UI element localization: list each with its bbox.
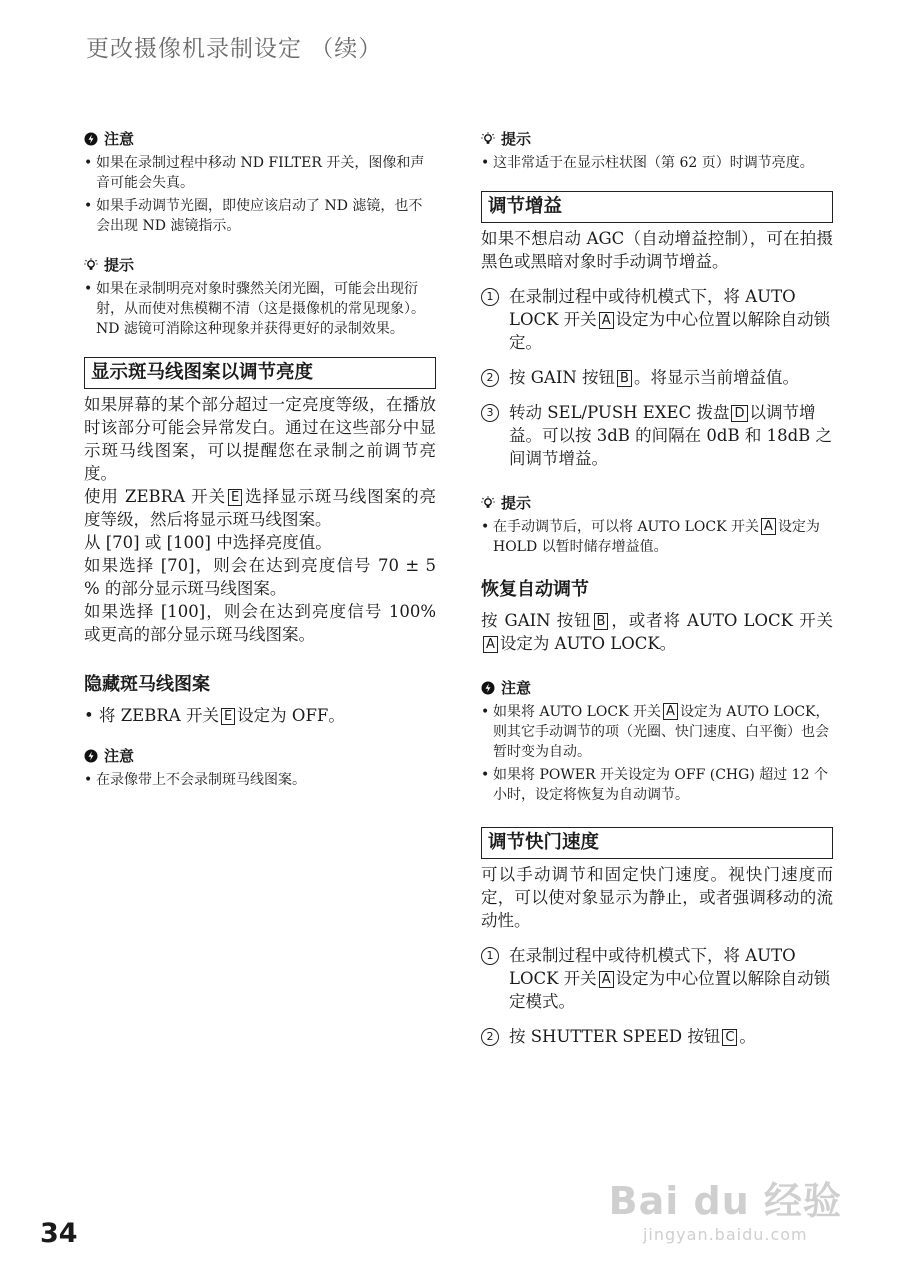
page-number: 34	[40, 1218, 78, 1249]
tip-heading: 提示	[481, 128, 833, 149]
lightbulb-icon	[84, 258, 98, 272]
caution-icon	[84, 749, 98, 763]
zebra-instruction: 使用 ZEBRA 开关 E 选择显示斑马线图案的亮度等级，然后将显示斑马线图案。	[84, 487, 436, 529]
tip-list	[84, 279, 436, 339]
step-item: 3 转动 SEL/PUSH EXEC 拨盘 D 以调节增益。可以按 3dB 的间隔在 0dB 和 18dB 之间调节增益。	[481, 401, 833, 470]
caution-heading: 注意	[84, 128, 436, 149]
step-number: 1	[481, 288, 499, 306]
list-item: • 在录像带上不会录制斑马线图案。	[84, 770, 436, 790]
key-label: A	[599, 312, 614, 329]
caution-list	[481, 702, 833, 805]
key-label: D	[731, 405, 747, 422]
shutter-steps	[481, 944, 833, 1048]
page-header: 更改摄像机录制设定 （续）	[86, 36, 383, 62]
watermark-logo: Bai du 经验	[608, 1179, 842, 1223]
step-number: 2	[481, 1028, 499, 1046]
caution-icon	[481, 681, 495, 695]
list-item: • 如果手动调节光圈，即使应该启动了 ND 滤镜，也不会出现 ND 滤镜指示。	[84, 196, 436, 236]
step-item: 1 在录制过程中或待机模式下，将 AUTO LOCK 开关 A 设定为中心位置以解除自动锁定。	[481, 285, 833, 354]
zebra-intro: 如果屏幕的某个部分超过一定亮度等级，在播放时该部分可能会异常发白。通过在这些部分中显示斑马线图案，可以提醒您在录制之前调节亮度。	[84, 395, 436, 483]
step-number: 3	[481, 404, 499, 422]
lightbulb-icon	[481, 132, 495, 146]
subhead-restore-auto: 恢复自动调节	[481, 579, 589, 600]
section-title-zebra: 显示斑马线图案以调节亮度	[84, 357, 436, 389]
tip-list	[481, 517, 833, 557]
list-item: • 如果将 AUTO LOCK 开关 A 设定为 AUTO LOCK，则其它手动调节的项（光圈、快门速度、白平衡）也会暂时变为自动。	[481, 702, 833, 762]
section-title-shutter: 调节快门速度	[481, 827, 833, 859]
caution-list	[84, 770, 436, 790]
hide-zebra-instruction: • 将 ZEBRA 开关 E 设定为 OFF。	[84, 706, 345, 725]
caution-icon	[84, 132, 98, 146]
left-column	[84, 128, 436, 808]
section-title-gain: 调节增益	[481, 191, 833, 223]
list-item: • 如果在录制过程中移动 ND FILTER 开关，图像和声音可能会失真。	[84, 153, 436, 193]
step-item: 2 按 GAIN 按钮 B 。将显示当前增益值。	[481, 366, 833, 389]
key-label: A	[663, 703, 678, 720]
gain-intro: 如果不想启动 AGC（自动增益控制），可在拍摄黑色或黑暗对象时手动调节增益。	[481, 229, 833, 271]
caution-heading: 注意	[481, 677, 833, 698]
tip-heading: 提示	[481, 492, 833, 513]
lightbulb-icon	[481, 496, 495, 510]
step-item: 2 按 SHUTTER SPEED 按钮 C 。	[481, 1025, 833, 1048]
shutter-intro: 可以手动调节和固定快门速度。视快门速度而定，可以使对象显示为静止，或者强调移动的流动性。	[481, 865, 833, 930]
zebra-100: 如果选择 [100]，则会在达到亮度信号 100% 或更高的部分显示斑马线图案。	[84, 602, 436, 644]
tip-heading: 提示	[84, 254, 436, 275]
list-item: • 在手动调节后，可以将 AUTO LOCK 开关 A 设定为 HOLD 以暂时储存增益值。	[481, 517, 833, 557]
right-column	[481, 128, 833, 1070]
watermark	[609, 1170, 842, 1244]
key-label: B	[617, 370, 632, 387]
subhead-hide-zebra: 隐藏斑马线图案	[84, 674, 210, 695]
caution-list	[84, 153, 436, 236]
key-label: B	[594, 613, 609, 630]
key-label: A	[483, 636, 498, 653]
key-label: A	[761, 518, 776, 535]
step-number: 1	[481, 947, 499, 965]
key-label: C	[722, 1029, 737, 1046]
key-label: E	[228, 489, 242, 506]
step-item: 1 在录制过程中或待机模式下，将 AUTO LOCK 开关 A 设定为中心位置以解除自动锁定模式。	[481, 944, 833, 1013]
step-number: 2	[481, 369, 499, 387]
gain-steps	[481, 285, 833, 470]
zebra-values: 从 [70] 或 [100] 中选择亮度值。	[84, 533, 332, 552]
caution-heading: 注意	[84, 745, 436, 766]
list-item: • 如果将 POWER 开关设定为 OFF (CHG) 超过 12 个小时，设定将恢复为自动调节。	[481, 765, 833, 805]
tip-list	[481, 153, 833, 173]
watermark-url: jingyan.baidu.com	[642, 1225, 808, 1244]
list-item: • 这非常适于在显示柱状图（第 62 页）时调节亮度。	[481, 153, 833, 173]
key-label: A	[599, 971, 614, 988]
zebra-70: 如果选择 [70]，则会在达到亮度信号 70 ± 5 % 的部分显示斑马线图案。	[84, 556, 436, 598]
list-item: • 如果在录制明亮对象时骤然关闭光圈，可能会出现衍射，从而使对焦模糊不清（这是摄像机的常见现象）。ND 滤镜可消除这种现象并获得更好的录制效果。	[84, 279, 436, 339]
key-label: E	[221, 708, 235, 725]
restore-instruction: 按 GAIN 按钮 B ，或者将 AUTO LOCK 开关A 设定为 AUTO LOCK。	[481, 611, 833, 653]
